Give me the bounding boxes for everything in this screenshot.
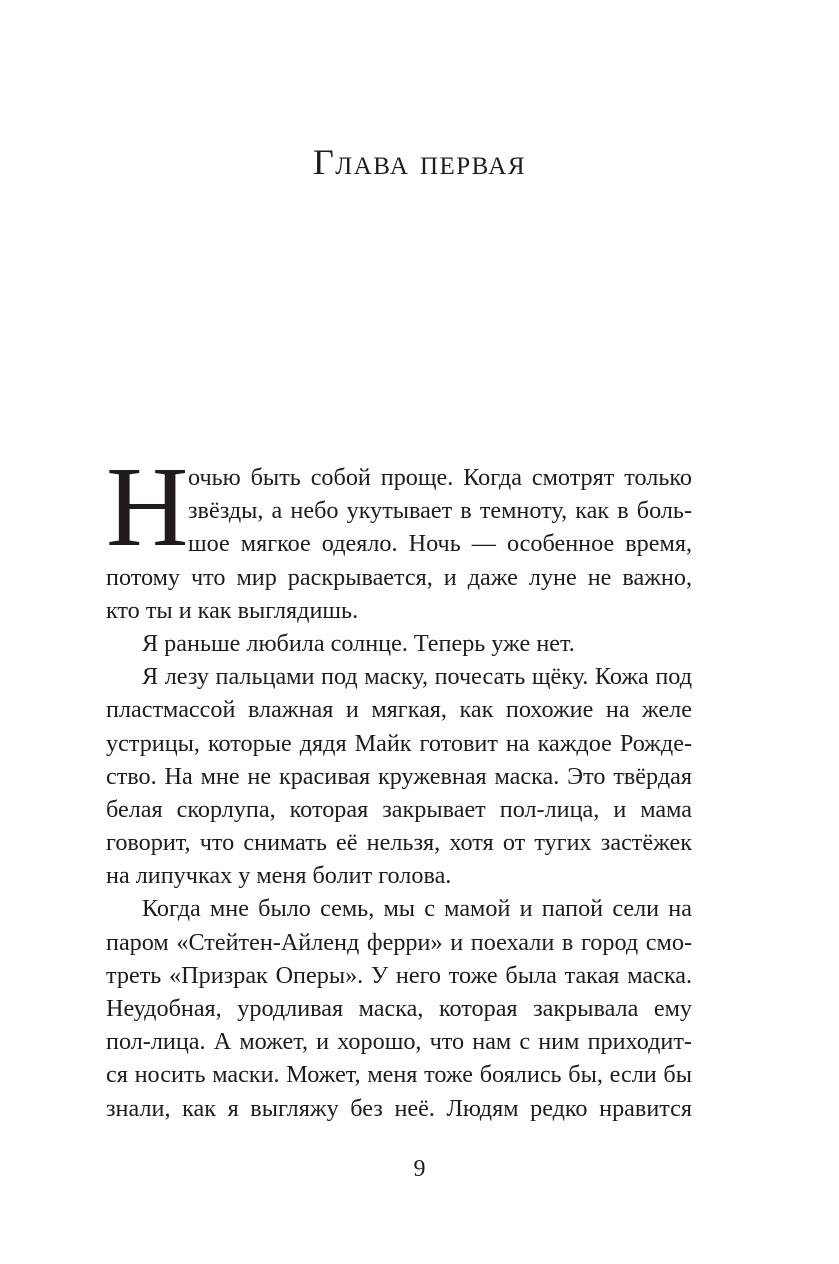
text-line: ся носить маски. Может, меня тоже боялись бы, если бы [106, 1061, 692, 1089]
text-line: треть «Призрак Оперы». У него тоже была такая маска. [106, 961, 692, 989]
text-line: потому что мир раскрывается, и даже луне не важно, [106, 563, 692, 591]
text-line: шое мягкое одеяло. Ночь — особенное время, [188, 530, 692, 558]
text-line: Я лезу пальцами под маску, почесать щёку. Кожа под [142, 663, 692, 691]
text-line: пластмассой влажная и мягкая, как похожие на желе [106, 696, 692, 724]
drop-cap: Н [106, 443, 189, 570]
body-text [106, 443, 692, 1125]
text-lines [106, 461, 692, 1125]
text-line: звёзды, а небо укутывает в темноту, как в боль- [188, 497, 692, 525]
text-line: кто ты и как выглядишь. [106, 596, 359, 624]
text-line: белая скорлупа, которая закрывает пол-лица, и мама [106, 795, 692, 823]
text-line: очью быть собой проще. Когда смотрят только [188, 464, 692, 491]
text-line: устрицы, которые дядя Майк готовит на каждое Рожде- [106, 729, 692, 757]
text-line: Неудобная, уродливая маска, которая закрывала ему [106, 995, 692, 1022]
text-line: говорит, что снимать её нельзя, хотя от тугих застёжек [106, 829, 692, 857]
text-line: ство. На мне не красивая кружевная маска. Это твёрдая [106, 762, 692, 790]
text-line: пол-лица. А может, и хорошо, что нам с ним приходит- [106, 1028, 692, 1056]
text-line: на липучках у меня болит голова. [106, 862, 452, 890]
text-line: паром «Стейтен-Айленд ферри» и поехали в город смо- [106, 928, 692, 956]
text-line: Когда мне было семь, мы с мамой и папой сели на [142, 895, 692, 923]
page-number: 9 [413, 1156, 426, 1182]
text-line: Я раньше любила солнце. Теперь уже нет. [142, 629, 575, 657]
text-line: знали, как я выгляжу без неё. Людям редко нравится [106, 1094, 692, 1122]
chapter-title: Глава первая [312, 142, 527, 182]
